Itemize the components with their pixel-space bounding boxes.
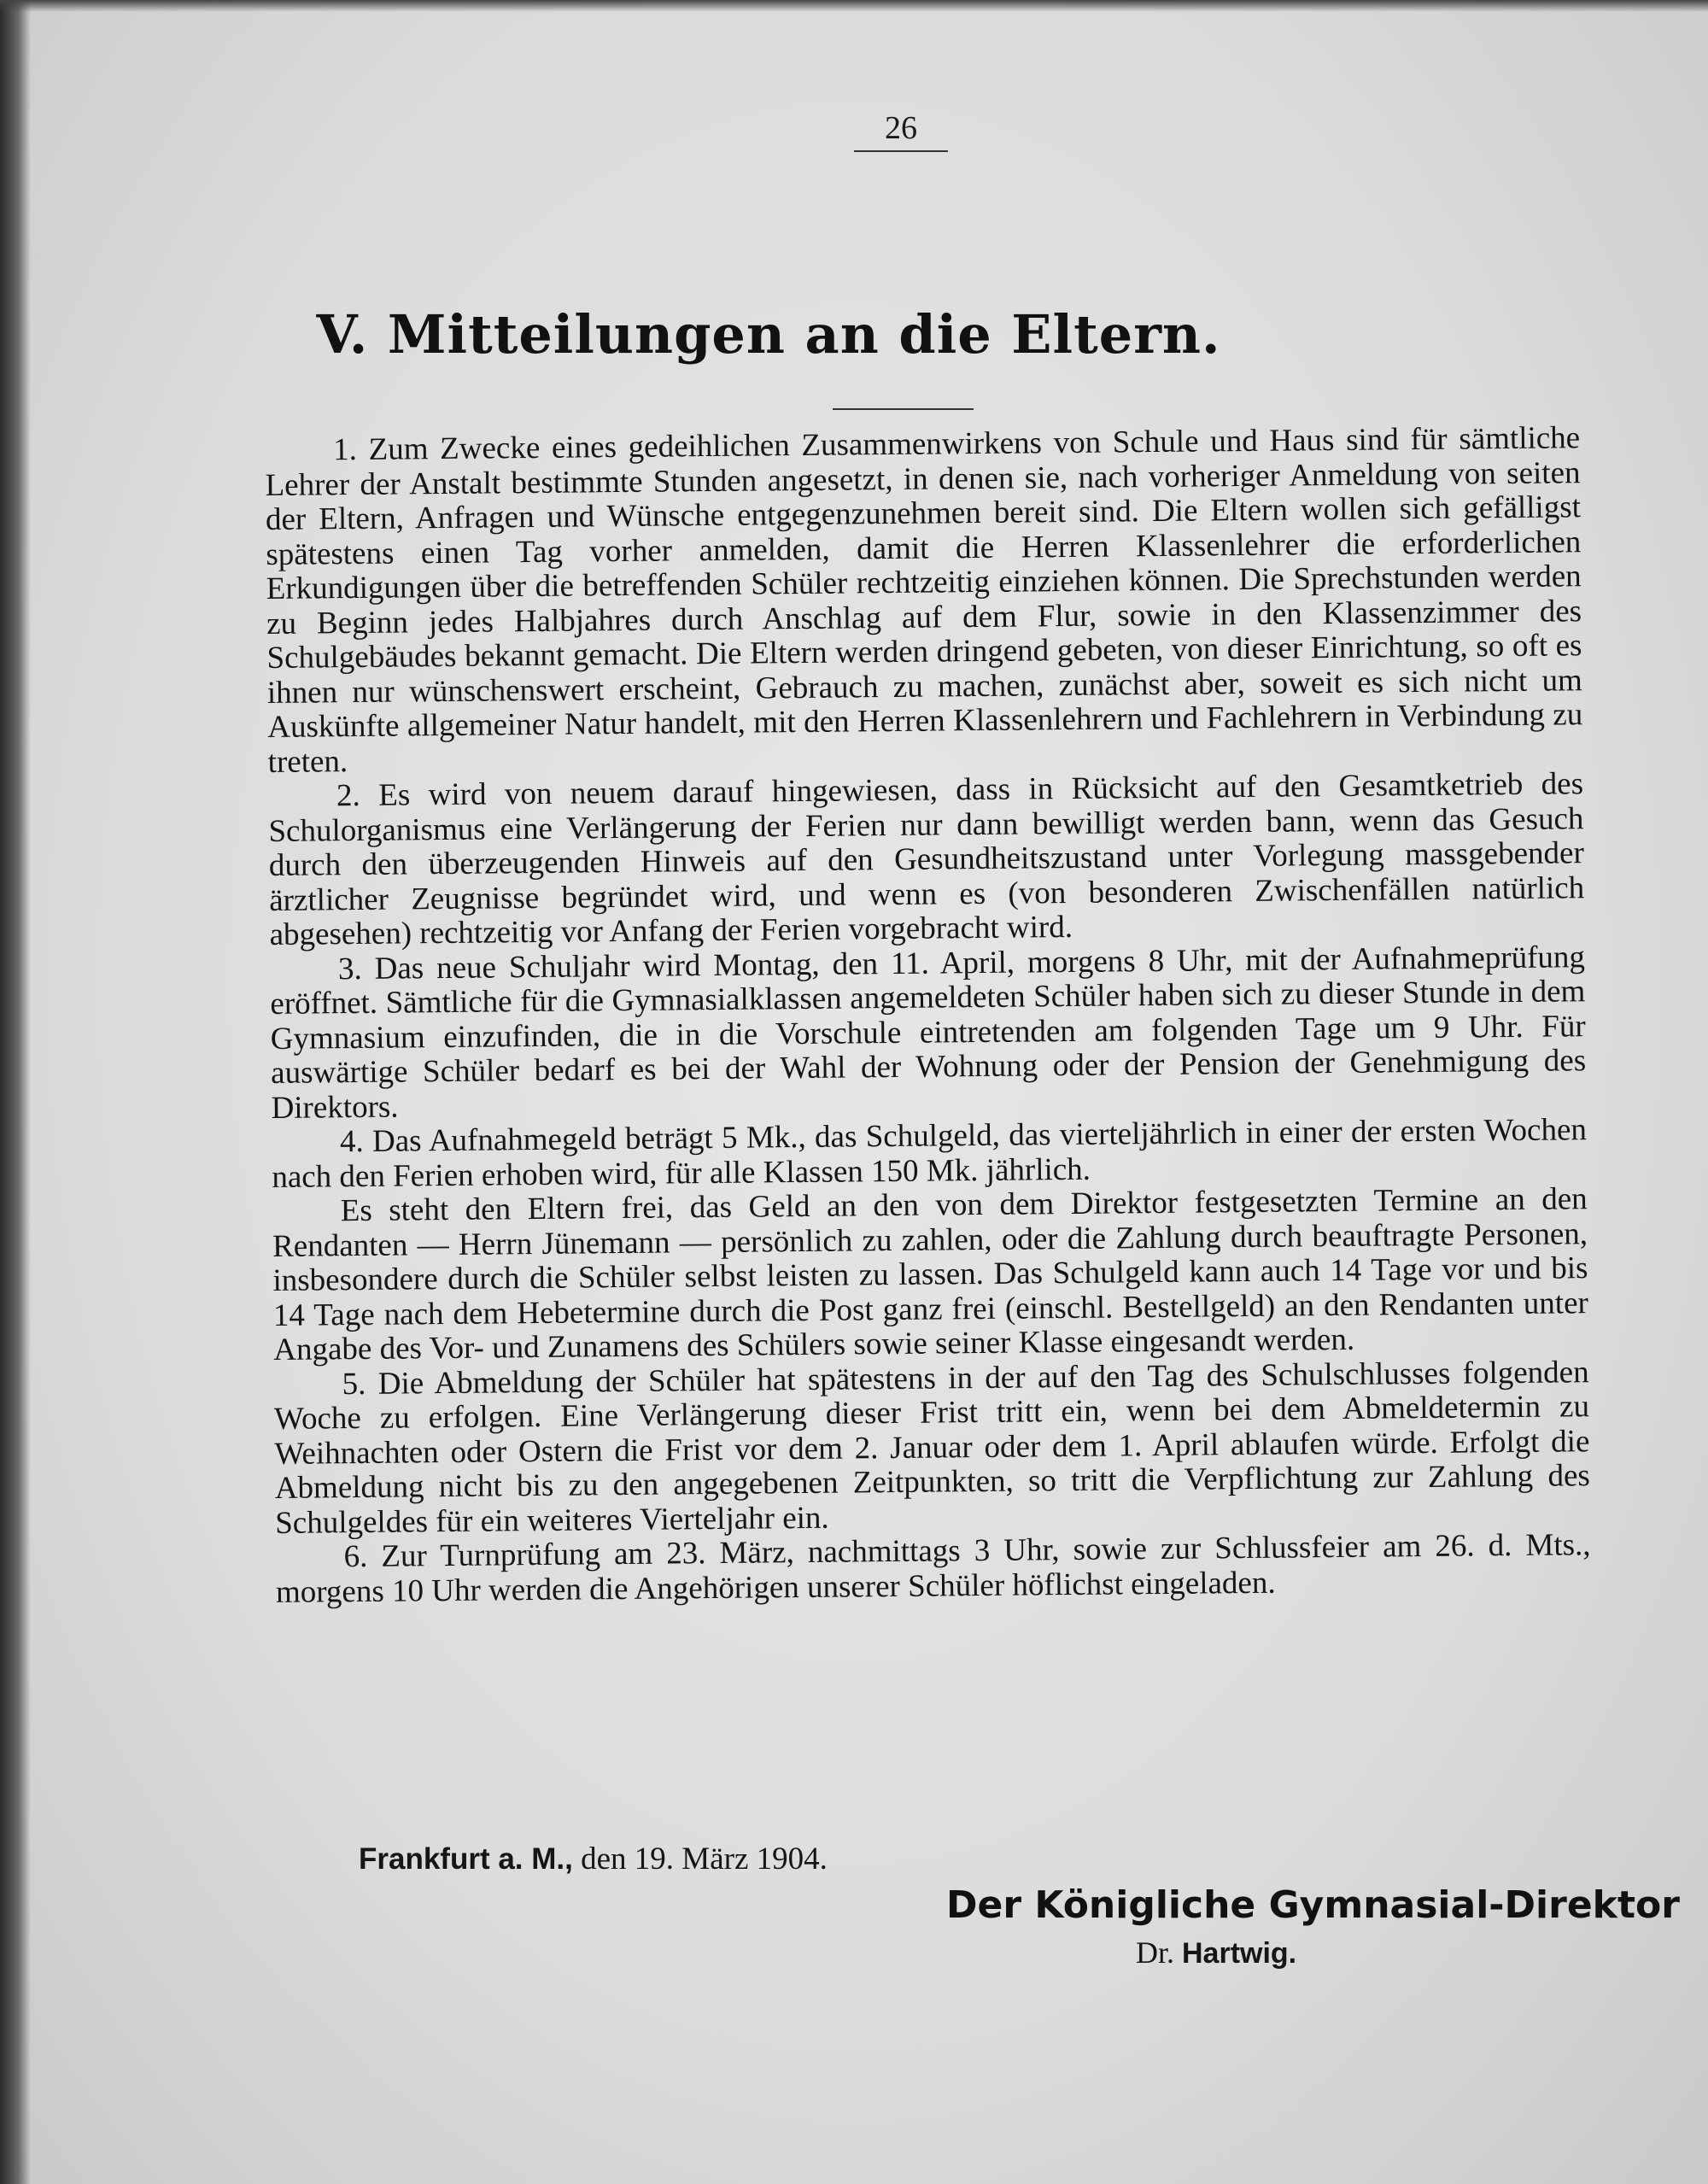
signature-prefix: Dr. [1136,1935,1174,1970]
closing-place: Frankfurt a. M., [359,1842,573,1876]
title-divider [833,408,974,410]
paragraph-2: 2. Es wird von neuem darauf hingewiesen, dass in Rücksicht auf den Gesamtketrieb des Schulorganismus eine Verlängerung der Ferien nur dann bewilligt werden bann, wenn das Gesuch durch den überzeugenden Hinweis auf den Gesundheitszustand unter Vorlegung massgebender ärztlicher Zeugnisse begründet wird, und wenn es (von besonderen Zwischenfällen natürlich abgesehen) rechtzeitig vor Anfang der Ferien vorgebracht wird. [268,766,1585,952]
paragraph-3: 3. Das neue Schuljahr wird Montag, den 11. April, morgens 8 Uhr, mit der Aufnahmeprüfung eröffnet. Sämtliche für die Gymnasialklassen angemeldeten Schüler haben sich zu dieser Stunde in dem Gymnasium einzufinden, die in die Vorschule eintretenden am folgenden Tage um 9 Uhr. Für auswärtige Schüler bedarf es bei der Wahl der Wohnung oder der Pension der Genehmigung des Direktors. [270,939,1587,1126]
paragraph-4: 4. Das Aufnahmegeld beträgt 5 Mk., das Schulgeld, das vierteljährlich in einer der ersten Wochen nach den Ferien erhoben wird, für alle Klassen 150 Mk. jährlich. [272,1112,1588,1195]
signature-surname: Hartwig. [1182,1937,1297,1970]
page-edge-shadow-top [0,0,1708,12]
signature-title: Der Königliche Gymnasial-Direktor [946,1883,1680,1927]
body-text [265,421,1591,1610]
section-title: V. Mitteilungen an die Eltern. [316,303,1221,366]
paragraph-5: 5. Die Abmeldung der Schüler hat spätestens in der auf den Tag des Schulschlusses folgenden Woche zu erfolgen. Eine Verlängerung dieser Frist tritt ein, wenn bei dem Abmeldetermin zu Weihnachten oder Ostern die Frist vor dem 2. Januar oder dem 1. April ablaufen würde. Erfolgt die Abmeldung nicht bis zu den angegebenen Zeitpunkten, so tritt die Verpflichtung zur Zahlung des Schulgeldes für ein weiteres Vierteljahr ein. [273,1354,1590,1541]
paragraph-4-continued: Es steht den Eltern frei, das Geld an den von dem Direktor festgesetzten Termine an den Rendanten — Herrn Jünemann — persönlich zu zahlen, oder die Zahlung durch beauftragte Personen, insbesondere durch die Schüler selbst leisten zu lassen. Das Schulgeld kann auch 14 Tage vor und bis 14 Tage nach dem Hebetermine durch die Post ganz frei (einschl. Bestellgeld) an den Rendanten unter Angabe des Vor- und Zunamens des Schülers sowie seiner Klasse eingesandt werden. [272,1181,1589,1367]
paragraph-1: 1. Zum Zwecke eines gedeihlichen Zusammenwirkens von Schule und Haus sind für sämtliche Lehrer der Anstalt bestimmte Stunden angesetzt, in denen sie, nach vorheriger Anmeldung von seiten der Eltern, Anfragen und Wünsche entgegenzunehmen bereit sind. Die Eltern wollen sich gefälligst spätestens einen Tag vorher anmelden, damit die Herren Klassenlehrer die erforderlichen Erkundigungen über die betreffenden Schüler rechtzeitig einziehen können. Die Sprechstunden werden zu Beginn jedes Halbjahres durch Anschlag auf dem Flur, sowie in den Klassenzimmer des Schulgebäudes bekannt gemacht. Die Eltern werden dringend gebeten, von dieser Einrichtung, so oft es ihnen nur wünschenswert erscheint, Gebrauch zu machen, zunächst aber, soweit es sich nicht um Auskünfte allgemeiner Natur handelt, mit den Herren Klassenlehrern und Fachlehrern in Verbindung zu treten. [265,420,1583,780]
paragraph-6: 6. Zur Turnprüfung am 23. März, nachmittags 3 Uhr, sowie zur Schlussfeier am 26. d. Mts., morgens 10 Uhr werden die Angehörigen unserer Schüler höflichst eingeladen. [275,1527,1591,1610]
page-number: 26 [854,109,948,152]
closing-date: den 19. März 1904. [581,1841,828,1877]
closing-line [359,1841,828,1877]
signature-name [1136,1935,1296,1970]
page-edge-shadow-left [0,0,31,2184]
